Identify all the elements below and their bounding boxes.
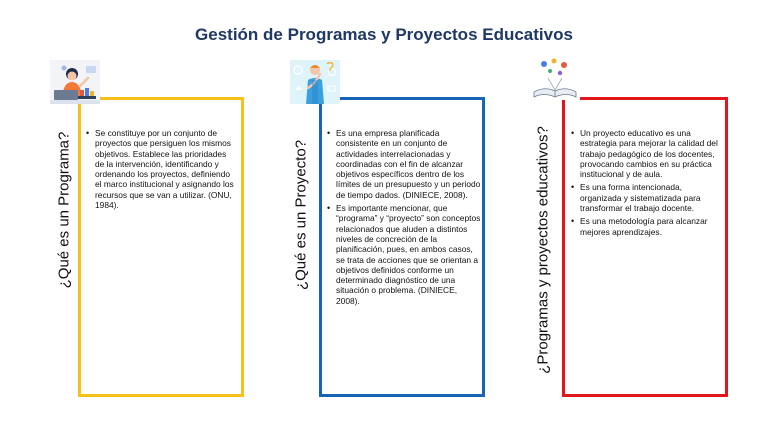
proyecto-content bbox=[326, 128, 481, 309]
thinking-man-idea-icon bbox=[290, 60, 340, 104]
proyecto-label: ¿Qué es un Proyecto? bbox=[292, 139, 310, 291]
page-title: Gestión de Programas y Proyectos Educativos bbox=[195, 25, 573, 44]
bullet-item: • Es una metodología para alcanzar mejores aprendizajes. bbox=[580, 216, 723, 237]
programa-content bbox=[85, 128, 237, 213]
programa-label: ¿Qué es un Programa? bbox=[55, 131, 73, 289]
proyecto-bullet-list bbox=[326, 128, 481, 306]
programa-bullet-list bbox=[85, 128, 237, 210]
bullet-item: • Un proyecto educativo es una estrategia para mejorar la calidad del trabajo pedagógico de los docentes, provocando cambios en su práctica institucional y de aula. bbox=[580, 128, 723, 179]
bullet-item: • Se constituye por un conjunto de proyectos que persiguen los mismos objetivos. Establece las prioridades de la intervención, identificando y ordenando los proyectos, definiendo el marco institucional y asignando los recursos que se van a utilizar. (ONU, 1984). bbox=[95, 128, 237, 210]
programas-proyectos-bullet-list bbox=[570, 128, 723, 237]
programas-proyectos-label: ¿Programas y proyectos educativos? bbox=[534, 126, 552, 374]
open-book-education-icon bbox=[530, 56, 580, 100]
programas-proyectos-content bbox=[570, 128, 723, 240]
bullet-item: • Es importante mencionar, que “programa” y “proyecto” son conceptos relacionados que aluden a distintos niveles de concreción de la planificación, pues, en ambos casos, se trata de acciones que se orientan a objetivos definidos conforme un determinado diagnóstico de una situación o problema. (DINIECE, 2008). bbox=[336, 203, 481, 306]
bullet-item: • Es una empresa planificada consistente en un conjunto de actividades interrelacionadas y coordinadas con el fin de alcanzar objetivos específicos dentro de los límites de un presupuesto y un periodo de tiempo dados. (DINIECE, 2008). bbox=[336, 128, 481, 200]
person-laptop-illustration-icon bbox=[50, 60, 100, 104]
bullet-item: • Es una forma intencionada, organizada y sistematizada para transformar el trabajo docente. bbox=[580, 182, 723, 213]
